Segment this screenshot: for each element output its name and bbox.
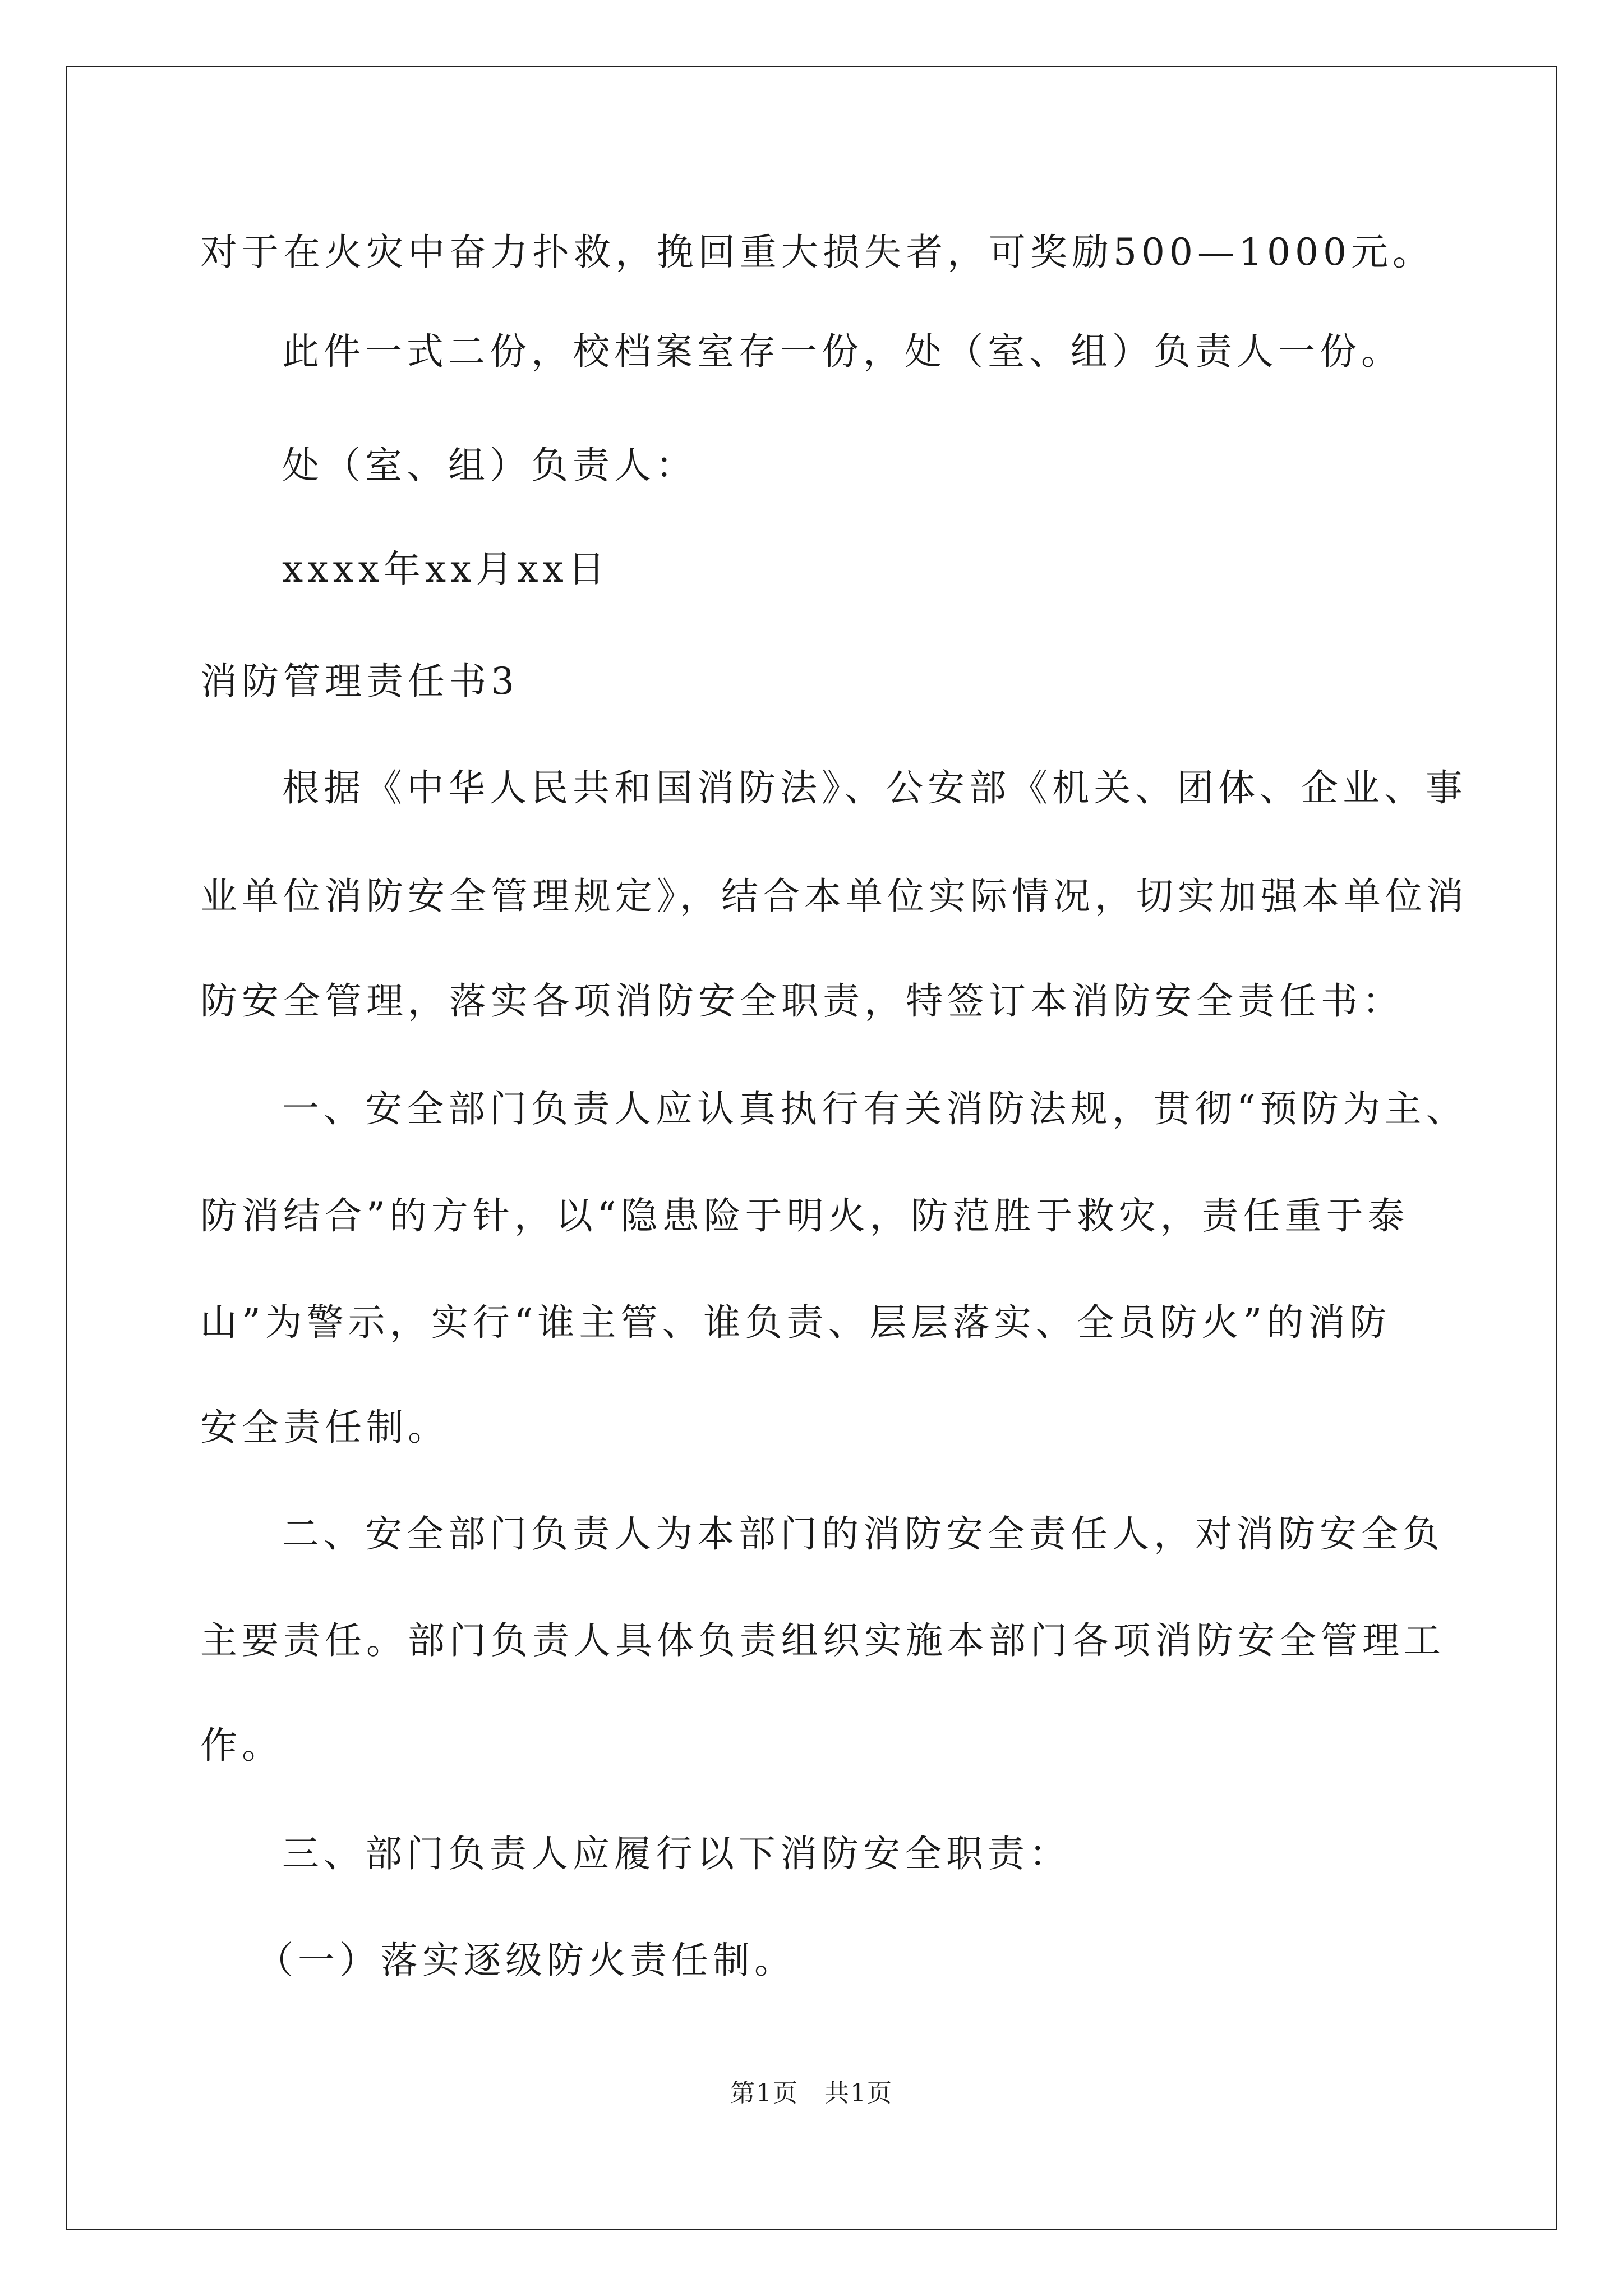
- paragraph-line: 业单位消防安全管理规定》，结合本单位实际情况，切实加强本单位消: [200, 875, 1468, 918]
- paragraph-line: 三、部门负责人应履行以下消防安全职责：: [282, 1832, 1071, 1875]
- paragraph-line: 防消结合”的方针，以“隐患险于明火，防范胜于救灾，责任重于泰: [200, 1194, 1409, 1237]
- paragraph-line: 根据《中华人民共和国消防法》、公安部《机关、团体、企业、事: [282, 766, 1467, 809]
- date-line: xxxx年xx月xx日: [282, 547, 610, 591]
- paragraph-line: 主要责任。部门负责人具体负责组织实施本部门各项消防安全管理工: [200, 1619, 1445, 1662]
- page-number: 第1页 共1页: [730, 2079, 893, 2108]
- paragraph-line: 二、安全部门负责人为本部门的消防安全责任人，对消防安全负: [282, 1512, 1444, 1556]
- paragraph-line: 作。: [200, 1724, 283, 1767]
- section-title: 消防管理责任书3: [200, 660, 519, 703]
- paragraph-line: 处（室、组）负责人：: [282, 444, 697, 487]
- page-border: [66, 66, 1557, 2230]
- paragraph-line: 对于在火灾中奋力扑救，挽回重大损失者，可奖励500—1000元。: [200, 231, 1434, 274]
- paragraph-line: 此件一式二份，校档案室存一份，处（室、组）负责人一份。: [282, 330, 1403, 373]
- paragraph-line: 防安全管理，落实各项消防安全职责，特签订本消防安全责任书：: [200, 979, 1404, 1023]
- paragraph-line: （一）落实逐级防火责任制。: [256, 1939, 796, 1982]
- paragraph-line: 安全责任制。: [200, 1406, 449, 1449]
- paragraph-line: 山”为警示，实行“谁主管、谁负责、层层落实、全员防火”的消防: [200, 1301, 1391, 1344]
- paragraph-line: 一、安全部门负责人应认真执行有关消防法规，贯彻“预防为主、: [282, 1087, 1468, 1130]
